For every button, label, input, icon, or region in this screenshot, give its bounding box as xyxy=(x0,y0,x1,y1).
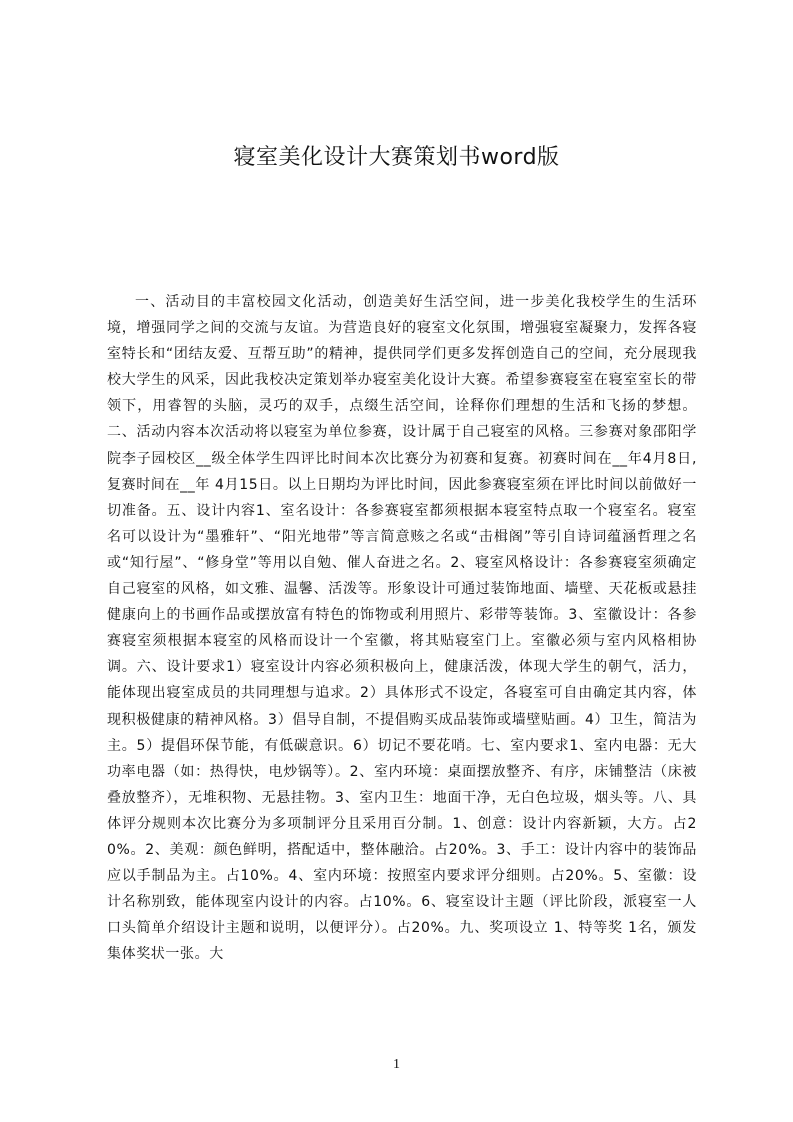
document-body xyxy=(107,289,697,1004)
body-paragraph: 一、活动目的丰富校园文化活动，创造美好生活空间，进一步美化我校学生的生活环境，增强同学之间的交流与友谊。为营造良好的寝室文化氛围，增强寝室凝聚力，发挥各寝室特长和“团结友爱、互帮互助”的精神，提供同学们更多发挥创造自己的空间，充分展现我校大学生的风采，因此我校决定策划举办寝室美化设计大赛。希望参赛寝室在寝室室长的带领下，用睿智的头脑，灵巧的双手，点缀生活空间，诠释你们理想的生活和飞扬的梦想。二、活动内容本次活动将以寝室为单位参赛，设计属于自己寝室的风格。三参赛对象邵阳学院李子园校区__级全体学生四评比时间本次比赛分为初赛和复赛。初赛时间在__年4月8日,复赛时间在__年 4月15日。以上日期均为评比时间，因此参赛寝室须在评比时间以前做好一切准备。五、设计内容1、室名设计：各参赛寝室都须根据本寝室特点取一个寝室名。寝室名可以设计为“墨雅轩”、“阳光地带”等言简意赅之名或“击楫阁”等引自诗词蕴涵哲理之名或“知行屋”、“修身堂”等用以自勉、催人奋进之名。2、寝室风格设计：各参赛寝室须确定自己寝室的风格，如文雅、温馨、活泼等。形象设计可通过装饰地面、墙壁、天花板或悬挂健康向上的书画作品或摆放富有特色的饰物或利用照片、彩带等装饰。3、室徽设计：各参赛寝室须根据本寝室的风格而设计一个室徽，将其贴寝室门上。室徽必须与室内风格相协调。六、设计要求1）寝室设计内容必须积极向上，健康活泼，体现大学生的朝气，活力，能体现出寝室成员的共同理想与追求。2）具体形式不设定，各寝室可自由确定其内容，体现积极健康的精神风格。3）倡导自制，不提倡购买成品装饰或墙壁贴画。4）卫生，简洁为主。5）提倡环保节能，有低碳意识。6）切记不要花哨。七、室内要求1、室内电器：无大功率电器（如：热得快，电炒锅等）。2、室内环境：桌面摆放整齐、有序，床铺整洁（床被叠放整齐），无堆积物、无悬挂物。3、室内卫生：地面干净，无白色垃圾，烟头等。八、具体评分规则本次比赛分为多项制评分且采用百分制。1、创意：设计内容新颖，大方。占20%。2、美观：颜色鲜明，搭配适中，整体融洽。占20%。3、手工：设计内容中的装饰品应以手制品为主。占10%。4、室内环境：按照室内要求评分细则。占20%。5、室徽：设计名称别致，能体现室内设计的内容。占10%。6、寝室设计主题（评比阶段，派寝室一人口头简单介绍设计主题和说明，以便评分）。占20%。九、奖项设立 1、特等奖 1名，颁发集体奖状一张。大 xyxy=(107,294,697,963)
page-number: 1 xyxy=(393,1057,400,1072)
document-title: 寝室美化设计大赛策划书word版 xyxy=(233,145,560,170)
